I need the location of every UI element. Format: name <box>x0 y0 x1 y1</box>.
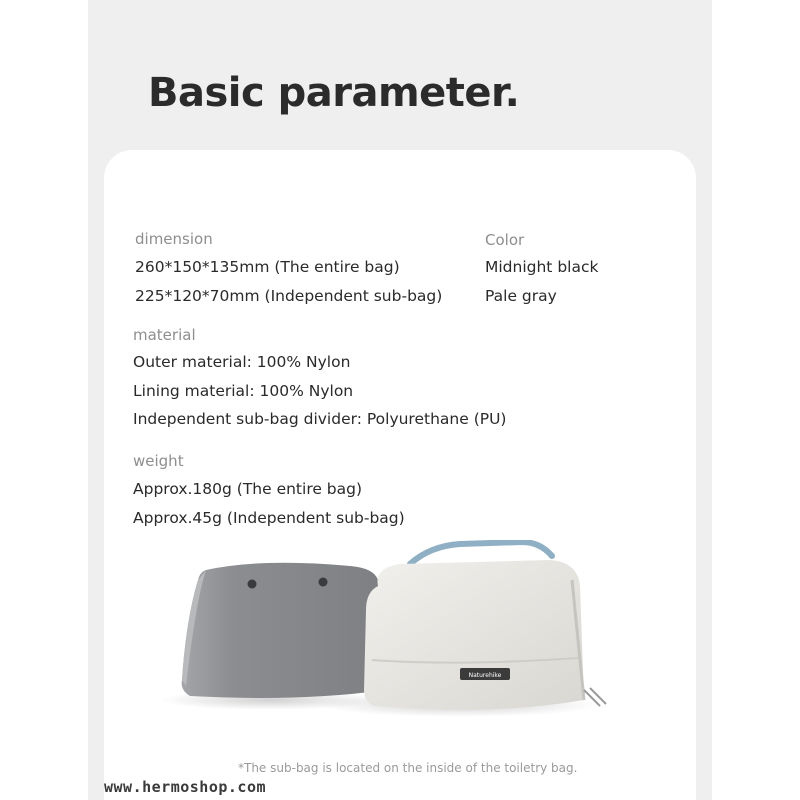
material-label: material <box>133 326 196 344</box>
material-line: Lining material: 100% Nylon <box>133 382 354 400</box>
footnote: *The sub-bag is located on the inside of the toiletry bag. <box>238 761 578 775</box>
color-label: Color <box>485 231 525 249</box>
material-line: Independent sub-bag divider: Polyurethane (PU) <box>133 410 507 428</box>
product-illustration <box>160 540 640 720</box>
material-line: Outer material: 100% Nylon <box>133 353 351 371</box>
sub-bag-image <box>182 563 386 698</box>
brand-tag: Naturehike <box>468 672 502 679</box>
page-title: Basic parameter. <box>148 70 520 116</box>
dimension-line: 225*120*70mm (Independent sub-bag) <box>135 287 443 305</box>
watermark: www.hermoshop.com <box>104 778 267 796</box>
dimension-label: dimension <box>135 230 213 248</box>
color-option: Midnight black <box>485 258 599 276</box>
dimension-line: 260*150*135mm (The entire bag) <box>135 258 400 276</box>
color-option: Pale gray <box>485 287 557 305</box>
toiletry-bag-image <box>364 542 606 710</box>
weight-label: weight <box>133 452 184 470</box>
weight-line: Approx.45g (Independent sub-bag) <box>133 509 405 527</box>
weight-line: Approx.180g (The entire bag) <box>133 480 363 498</box>
